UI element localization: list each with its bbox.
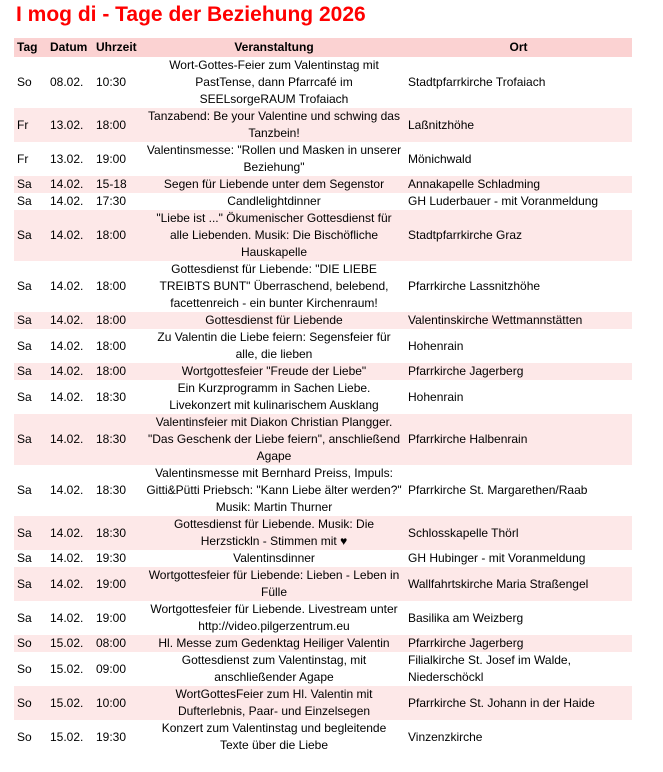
- table-row: [14, 465, 632, 516]
- cell-ort: Pfarrkirche Lassnitzhöhe: [408, 279, 541, 293]
- events-table-body: [14, 57, 632, 754]
- cell-veranstaltung: Valentinsdinner: [233, 551, 315, 565]
- cell-tag: Sa: [17, 525, 32, 540]
- cell-tag: So: [17, 661, 32, 676]
- cell-datum: 14.02.: [50, 228, 84, 242]
- cell-uhrzeit: 10:00: [96, 695, 127, 710]
- cell-ort: Pfarrkirche Halbenrain: [408, 432, 528, 446]
- table-row: [14, 414, 632, 465]
- cell-ort: Hohenrain: [408, 389, 464, 404]
- cell-ort: Pfarrkirche St. Johann in der Haide: [408, 695, 595, 710]
- cell-ort: Mönichwald: [408, 151, 472, 166]
- cell-veranstaltung: Zu Valentin die Liebe feiern: Segensfeier für alle, die lieben: [157, 330, 391, 361]
- column-header-datum: Datum: [47, 38, 93, 57]
- cell-tag: So: [17, 729, 32, 744]
- cell-tag: Fr: [17, 117, 29, 132]
- cell-tag: Sa: [17, 432, 32, 446]
- cell-tag: Sa: [17, 389, 32, 404]
- cell-tag: So: [17, 695, 32, 710]
- cell-tag: Sa: [17, 551, 32, 565]
- cell-datum: 14.02.: [50, 576, 84, 591]
- cell-datum: 14.02.: [50, 483, 84, 497]
- cell-tag: So: [17, 636, 32, 650]
- cell-tag: Sa: [17, 610, 32, 625]
- cell-uhrzeit: 18:00: [96, 117, 127, 132]
- cell-ort: Pfarrkirche Jagerberg: [408, 636, 524, 650]
- cell-veranstaltung: Gottesdienst für Liebende. Musik: Die Herzstickln - Stimmen mit ♥: [173, 517, 375, 548]
- cell-tag: Fr: [17, 151, 29, 166]
- cell-datum: 14.02.: [50, 364, 84, 378]
- cell-veranstaltung: Tanzabend: Be your Valentine und schwing das Tanzbein!: [148, 109, 400, 140]
- cell-veranstaltung: Wortgottesfeier für Liebende: Lieben - Leben in Fülle: [148, 568, 400, 599]
- column-header-veranstaltung: Veranstaltung: [143, 38, 405, 57]
- cell-tag: Sa: [17, 483, 32, 497]
- cell-datum: 15.02.: [50, 636, 84, 650]
- table-row: [14, 210, 632, 261]
- cell-uhrzeit: 18:00: [96, 313, 127, 327]
- cell-datum: 14.02.: [50, 177, 84, 191]
- table-row: [14, 261, 632, 312]
- cell-ort: Schlosskapelle Thörl: [408, 525, 519, 540]
- cell-uhrzeit: 19:00: [96, 576, 127, 591]
- cell-uhrzeit: 18:00: [96, 279, 127, 293]
- cell-uhrzeit: 18:30: [96, 483, 127, 497]
- table-row: [14, 601, 632, 635]
- cell-datum: 15.02.: [50, 661, 84, 676]
- cell-datum: 14.02.: [50, 194, 84, 208]
- cell-ort: Annakapelle Schladming: [408, 177, 541, 191]
- cell-tag: Sa: [17, 279, 32, 293]
- table-row: [14, 108, 632, 142]
- cell-uhrzeit: 19:30: [96, 551, 127, 565]
- cell-uhrzeit: 18:00: [96, 338, 127, 353]
- table-row: [14, 686, 632, 720]
- column-header-tag: Tag: [14, 38, 47, 57]
- table-row: [14, 193, 632, 210]
- table-row: [14, 635, 632, 652]
- cell-uhrzeit: 10:30: [96, 75, 127, 89]
- cell-uhrzeit: 19:00: [96, 610, 127, 625]
- table-row: [14, 652, 632, 686]
- cell-veranstaltung: Konzert zum Valentinstag und begleitende Texte über die Liebe: [161, 721, 387, 752]
- column-header-uhrzeit: Uhrzeit: [93, 38, 143, 57]
- cell-datum: 14.02.: [50, 338, 84, 353]
- cell-datum: 13.02.: [50, 117, 84, 132]
- cell-tag: Sa: [17, 338, 32, 353]
- cell-uhrzeit: 19:00: [96, 151, 127, 166]
- cell-uhrzeit: 08:00: [96, 636, 127, 650]
- table-row: [14, 516, 632, 550]
- table-row: [14, 176, 632, 193]
- cell-datum: 14.02.: [50, 313, 84, 327]
- cell-datum: 14.02.: [50, 551, 84, 565]
- cell-datum: 14.02.: [50, 279, 84, 293]
- cell-ort: Laßnitzhöhe: [408, 117, 475, 132]
- cell-ort: Basilika am Weizberg: [408, 610, 524, 625]
- cell-uhrzeit: 18:00: [96, 364, 127, 378]
- cell-ort: Pfarrkirche St. Margarethen/Raab: [408, 483, 588, 497]
- cell-veranstaltung: Hl. Messe zum Gedenktag Heiliger Valentin: [158, 636, 390, 650]
- cell-ort: Stadtpfarrkirche Graz: [408, 228, 523, 242]
- cell-veranstaltung: Wortgottesfeier für Liebende. Livestream unter http://video.pilgerzentrum.eu: [150, 602, 398, 633]
- cell-ort: Wallfahrtskirche Maria Straßengel: [408, 576, 589, 591]
- cell-tag: Sa: [17, 576, 32, 591]
- cell-uhrzeit: 18:30: [96, 525, 127, 540]
- table-row: [14, 567, 632, 601]
- cell-veranstaltung: Wort-Gottes-Feier zum Valentinstag mit PastTense, dann Pfarrcafé im SEELsorgeRAUM Trofaiach: [169, 58, 379, 106]
- cell-veranstaltung: Gottesdienst zum Valentinstag, mit anschließender Agape: [181, 653, 367, 684]
- cell-datum: 14.02.: [50, 610, 84, 625]
- cell-veranstaltung: Valentinsmesse: "Rollen und Masken in unserer Beziehung": [146, 143, 402, 174]
- cell-veranstaltung: Gottesdienst für Liebende: "DIE LIEBE TREIBTS BUNT" Überraschend, belebend, facettenreich - ein bunter Kirchenraum!: [159, 262, 389, 310]
- cell-datum: 14.02.: [50, 525, 84, 540]
- cell-uhrzeit: 18:30: [96, 432, 127, 446]
- cell-uhrzeit: 17:30: [96, 194, 127, 208]
- cell-uhrzeit: 19:30: [96, 729, 127, 744]
- cell-ort: GH Luderbauer - mit Voranmeldung: [408, 194, 599, 208]
- cell-veranstaltung: Valentinsfeier mit Diakon Christian Plangger. "Das Geschenk der Liebe feiern", anschließend Agape: [148, 415, 400, 463]
- events-table-header: [14, 38, 632, 57]
- cell-ort: Stadtpfarrkirche Trofaiach: [408, 75, 546, 89]
- cell-uhrzeit: 09:00: [96, 661, 127, 676]
- table-row: [14, 363, 632, 380]
- cell-uhrzeit: 18:30: [96, 389, 127, 404]
- cell-ort: Vinzenzkirche: [408, 729, 483, 744]
- cell-tag: Sa: [17, 313, 32, 327]
- table-row: [14, 329, 632, 363]
- cell-veranstaltung: WortGottesFeier zum Hl. Valentin mit Dufterlebnis, Paar- und Einzelsegen: [175, 687, 373, 718]
- cell-datum: 13.02.: [50, 151, 84, 166]
- table-row: [14, 550, 632, 567]
- cell-uhrzeit: 18:00: [96, 228, 127, 242]
- table-row: [14, 142, 632, 176]
- events-table: [14, 38, 632, 754]
- cell-tag: Sa: [17, 194, 32, 208]
- cell-ort: Valentinskirche Wettmannstätten: [408, 313, 583, 327]
- cell-tag: Sa: [17, 228, 32, 242]
- cell-tag: Sa: [17, 364, 32, 378]
- cell-ort: Hohenrain: [408, 338, 464, 353]
- table-row: [14, 380, 632, 414]
- cell-datum: 08.02.: [50, 75, 84, 89]
- cell-veranstaltung: Valentinsmesse mit Bernhard Preiss, Impuls: Gitti&Pütti Priebsch: "Kann Liebe älter werden?" Musik: Martin Thurner: [146, 466, 402, 514]
- cell-datum: 14.02.: [50, 389, 84, 404]
- cell-veranstaltung: Candlelightdinner: [227, 194, 321, 208]
- cell-veranstaltung: Wortgottesfeier "Freude der Liebe": [181, 364, 367, 378]
- cell-ort: GH Hubinger - mit Voranmeldung: [408, 551, 586, 565]
- cell-veranstaltung: Segen für Liebende unter dem Segenstor: [163, 177, 385, 191]
- table-row: [14, 312, 632, 329]
- table-row: [14, 720, 632, 754]
- cell-datum: 15.02.: [50, 729, 84, 744]
- page-title: I mog di - Tage der Beziehung 2026: [16, 3, 366, 26]
- cell-veranstaltung: "Liebe ist ..." Ökumenischer Gottesdienst für alle Liebenden. Musik: Die Bischöfliche Hauskapelle: [156, 211, 392, 259]
- cell-uhrzeit: 15-18: [96, 177, 127, 191]
- cell-datum: 15.02.: [50, 695, 84, 710]
- cell-tag: Sa: [17, 177, 32, 191]
- cell-datum: 14.02.: [50, 432, 84, 446]
- cell-tag: So: [17, 75, 32, 89]
- cell-veranstaltung: Ein Kurzprogramm in Sachen Liebe. Livekonzert mit kulinarischem Ausklang: [169, 381, 379, 412]
- header-row: [14, 38, 632, 57]
- cell-veranstaltung: Gottesdienst für Liebende: [205, 313, 343, 327]
- table-row: [14, 57, 632, 108]
- cell-ort: Pfarrkirche Jagerberg: [408, 364, 524, 378]
- column-header-ort: Ort: [405, 38, 632, 57]
- cell-ort: Filialkirche St. Josef im Walde, Niederschöckl: [408, 653, 571, 684]
